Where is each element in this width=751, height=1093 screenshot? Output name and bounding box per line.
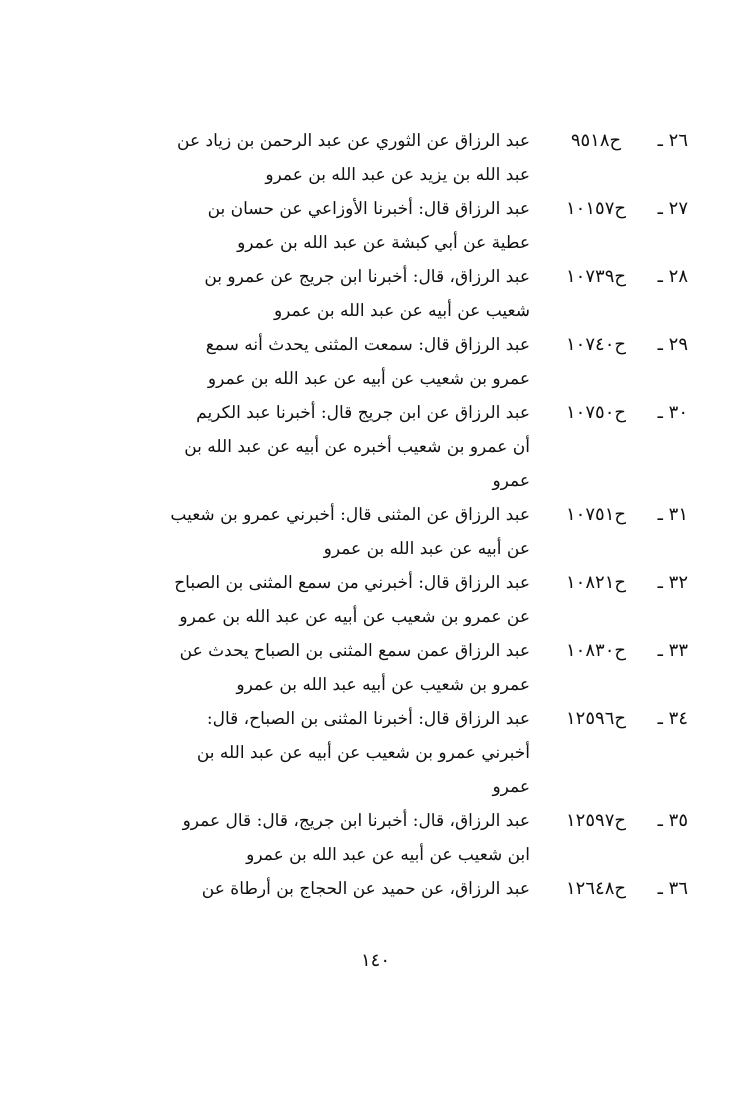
page-number: ١٤٠ (360, 950, 390, 971)
isnad-text (128, 702, 548, 804)
list-item (128, 124, 688, 192)
isnad-text (128, 328, 548, 396)
isnad-line: عبد الرزاق قال: سمعت المثنى يحدث أنه سمع (205, 335, 530, 355)
isnad-text (128, 498, 548, 566)
isnad-line: عبد الرزاق، عن حميد عن الحجاج بن أرطاة عن (201, 879, 530, 899)
hadith-reference: ح١٠٧٥٠ (566, 402, 626, 423)
list-item (128, 260, 688, 328)
entry-number: ٣١ ـ (657, 504, 688, 525)
hadith-reference: ح١٠٧٣٩ (566, 266, 626, 287)
isnad-line: عبد الرزاق عن الثوري عن عبد الرحمن بن زياد عن (177, 131, 530, 151)
isnad-line: عبد الرزاق، قال: أخبرنا ابن جريج عن عمرو بن (204, 267, 530, 287)
isnad-line: عبد الرزاق قال: أخبرنا المثنى بن الصباح، قال: (206, 709, 530, 729)
list-item (128, 498, 688, 566)
entry-number: ٣٢ ـ (657, 572, 688, 593)
isnad-line: عمرو (492, 777, 530, 797)
isnad-text (128, 260, 548, 328)
entry-number: ٢٦ ـ (657, 130, 688, 151)
list-item (128, 396, 688, 498)
isnad-line: عمرو (492, 471, 530, 491)
isnad-line: عن عمرو بن شعيب عن أبيه عن عبد الله بن عمرو (179, 607, 530, 627)
hadith-reference: ح١٢٥٩٧ (566, 810, 626, 831)
hadith-reference: ح٩٥١٨ (570, 130, 622, 151)
entry-number: ٣٥ ـ (657, 810, 688, 831)
isnad-line: عبد الرزاق عمن سمع المثنى بن الصباح يحدث عن (179, 641, 530, 661)
entry-number: ٣٦ ـ (657, 878, 688, 899)
hadith-reference: ح١٢٦٤٨ (566, 878, 626, 899)
list-item (128, 872, 688, 906)
isnad-text (128, 124, 548, 192)
entry-number: ٢٧ ـ (657, 198, 688, 219)
hadith-reference: ح١٢٥٩٦ (566, 708, 626, 729)
hadith-reference: ح١٠٨٢١ (566, 572, 626, 593)
entry-number: ٣٤ ـ (657, 708, 688, 729)
list-item (128, 702, 688, 804)
list-item (128, 328, 688, 396)
isnad-line: عبد الرزاق قال: أخبرنا الأوزاعي عن حسان بن (207, 199, 530, 219)
isnad-text (128, 566, 548, 634)
list-item (128, 634, 688, 702)
hadith-reference: ح١٠٨٣٠ (566, 640, 626, 661)
isnad-line: ابن شعيب عن أبيه عن عبد الله بن عمرو (246, 845, 530, 865)
isnad-line: عمرو بن شعيب عن أبيه عن عبد الله بن عمرو (207, 369, 530, 389)
isnad-line: عبد الرزاق عن المثنى قال: أخبرني عمرو بن شعيب (170, 505, 530, 525)
isnad-line: أخبرني عمرو بن شعيب عن أبيه عن عبد الله بن (196, 743, 530, 763)
entry-number: ٣٣ ـ (657, 640, 688, 661)
hadith-reference: ح١٠٧٤٠ (566, 334, 626, 355)
hadith-reference: ح١٠٧٥١ (566, 504, 626, 525)
isnad-line: عبد الرزاق قال: أخبرني من سمع المثنى بن الصباح (174, 573, 530, 593)
list-item (128, 804, 688, 872)
isnad-line: عمرو بن شعيب عن أبيه عبد الله بن عمرو (236, 675, 530, 695)
isnad-text (128, 634, 548, 702)
isnad-text (128, 192, 548, 260)
entry-number: ٣٠ ـ (657, 402, 688, 423)
isnad-line: عطية عن أبي كبشة عن عبد الله بن عمرو (237, 233, 530, 253)
hadith-reference: ح١٠١٥٧ (566, 198, 626, 219)
list-item (128, 192, 688, 260)
isnad-line: عن أبيه عن عبد الله بن عمرو (323, 539, 530, 559)
isnad-text (128, 396, 548, 498)
isnad-text (128, 872, 548, 906)
entry-number: ٢٩ ـ (657, 334, 688, 355)
isnad-line: عبد الرزاق، قال: أخبرنا ابن جريج، قال: قال عمرو (182, 811, 530, 831)
isnad-line: عبد الرزاق عن ابن جريج قال: أخبرنا عبد الكريم (196, 403, 530, 423)
isnad-line: شعيب عن أبيه عن عبد الله بن عمرو (273, 301, 530, 321)
isnad-line: عبد الله بن يزيد عن عبد الله بن عمرو (265, 165, 530, 185)
isnad-line: أن عمرو بن شعيب أخبره عن أبيه عن عبد الله بن (184, 437, 530, 457)
hadith-reference-list (128, 124, 688, 906)
entry-number: ٢٨ ـ (657, 266, 688, 287)
list-item (128, 566, 688, 634)
isnad-text (128, 804, 548, 872)
